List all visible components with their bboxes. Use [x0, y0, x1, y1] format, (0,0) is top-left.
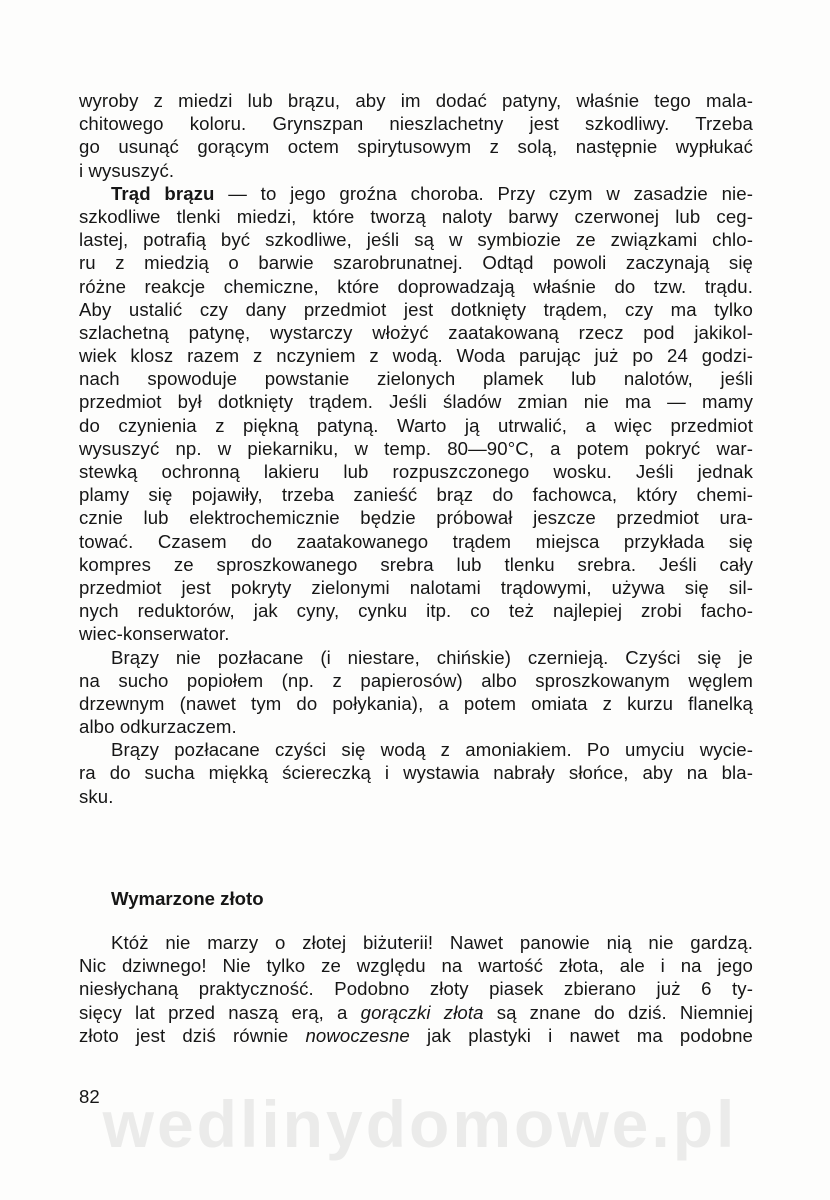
text-line: wysuszyć np. w piekarniku, w temp. 80—90°C, a potem pokryć war-	[79, 437, 753, 459]
text-line: lastej, potrafią być szkodliwe, jeśli są w symbiozie ze związkami chlo-	[79, 229, 753, 251]
text-line	[79, 1024, 753, 1047]
text-line: stewką ochronną lakieru lub rozpuszczonego wosku. Jeśli jednak	[79, 461, 753, 482]
text-line: wyroby z miedzi lub brązu, aby im dodać patyny, właśnie tego mala-	[79, 90, 753, 111]
text-fragment: są znane do dziś. Niemniej	[483, 1001, 754, 1023]
text-fragment: złoto jest dziś równie	[79, 1024, 306, 1046]
text-line	[79, 182, 753, 205]
text-line: przedmiot był dotknięty trądem. Jeśli śladów zmian nie ma — mamy	[79, 391, 753, 413]
text-line: kompres ze sproszkowanego srebra lub tlenku srebra. Jeśli cały	[79, 553, 753, 575]
page-number: 82	[79, 1086, 100, 1107]
text-line: różne reakcje chemiczne, które doprowadzają właśnie do tzw. trądu.	[79, 275, 753, 297]
text-line: Brązy nie pozłacane (i niestare, chińskie) czernieją. Czyści się je	[111, 646, 753, 668]
italic-phrase: gorączki złota	[360, 1001, 484, 1023]
text-line: ra do sucha miękką ściereczką i wystawia nabrały słońce, aby na bla-	[79, 762, 753, 784]
text-line: przedmiot jest pokryty zielonymi nalotami trądowymi, używa się sil-	[79, 576, 753, 598]
text-line: cznie lub elektrochemicznie będzie próbował jeszcze przedmiot ura-	[79, 507, 753, 529]
bold-term: Trąd brązu	[111, 182, 215, 204]
watermark: wedlinydomowe.pl	[102, 1087, 738, 1161]
text-line: go usunąć gorącym octem spirytusowym z solą, następnie wypłukać	[79, 136, 753, 158]
text-line: Któż nie marzy o złotej biżuterii! Nawet panowie nią nie gardzą.	[111, 932, 753, 953]
text-fragment: — to jego groźna choroba. Przy czym w zasadzie nie-	[214, 182, 753, 204]
text-line: do czynienia z piękną patyną. Warto ją utrwalić, a więc przedmiot	[79, 414, 753, 436]
text-line: szlachetną patynę, wystarczy włożyć zaatakowaną rzecz pod jakikol-	[79, 321, 753, 343]
text-line: szkodliwe tlenki miedzi, które tworzą naloty barwy czerwonej lub ceg-	[79, 205, 753, 227]
text-line: sku.	[79, 785, 114, 807]
text-line: wiek klosz razem z nczyniem z wodą. Woda parując już po 24 godzi-	[79, 345, 753, 367]
text-line: na sucho popiołem (np. z papierosów) albo sproszkowanym węglem	[79, 669, 753, 691]
text-line: nych reduktorów, jak cyny, cynku itp. co też najlepiej zrobi facho-	[79, 600, 753, 622]
text-line: Brązy pozłacane czyści się wodą z amoniakiem. Po umyciu wycie-	[111, 739, 753, 761]
section-text	[79, 931, 753, 1047]
text-line: tować. Czasem do zaatakowanego trądem miejsca przykłada się	[79, 530, 753, 552]
text-line: Aby ustalić czy dany przedmiot jest dotknięty trądem, czy ma tylko	[79, 298, 753, 320]
text-line: ru z miedzią o barwie szarobrunatnej. Odtąd powoli zaczynają się	[79, 252, 753, 274]
section-heading: Wymarzone złoto	[111, 888, 264, 909]
main-text	[79, 89, 753, 808]
text-line: albo odkurzaczem.	[79, 716, 237, 738]
italic-phrase: nowoczesne	[305, 1024, 410, 1046]
text-line: Nic dziwnego! Nie tylko ze względu na wartość złota, ale i na jego	[79, 955, 753, 977]
text-line: plamy się pojawiły, trzeba zanieść brąz do fachowca, który chemi-	[79, 484, 753, 506]
text-line: drzewnym (nawet tym do połykania), a potem omiata z kurzu flanelką	[79, 692, 753, 714]
text-line: i wysuszyć.	[79, 159, 175, 181]
text-line: chitowego koloru. Grynszpan nieszlachetny jest szkodliwy. Trzeba	[79, 113, 753, 135]
text-line: nach spowoduje powstanie zielonych plamek lub nalotów, jeśli	[79, 368, 753, 390]
text-fragment: sięcy lat przed naszą erą, a	[79, 1001, 361, 1023]
text-fragment: jak plastyki i nawet ma podobne	[409, 1024, 753, 1046]
text-line: wiec-konserwator.	[79, 623, 230, 645]
text-line: niesłychaną praktyczność. Podobno złoty piasek zbierano już 6 ty-	[79, 978, 753, 1000]
text-line	[79, 1001, 753, 1024]
